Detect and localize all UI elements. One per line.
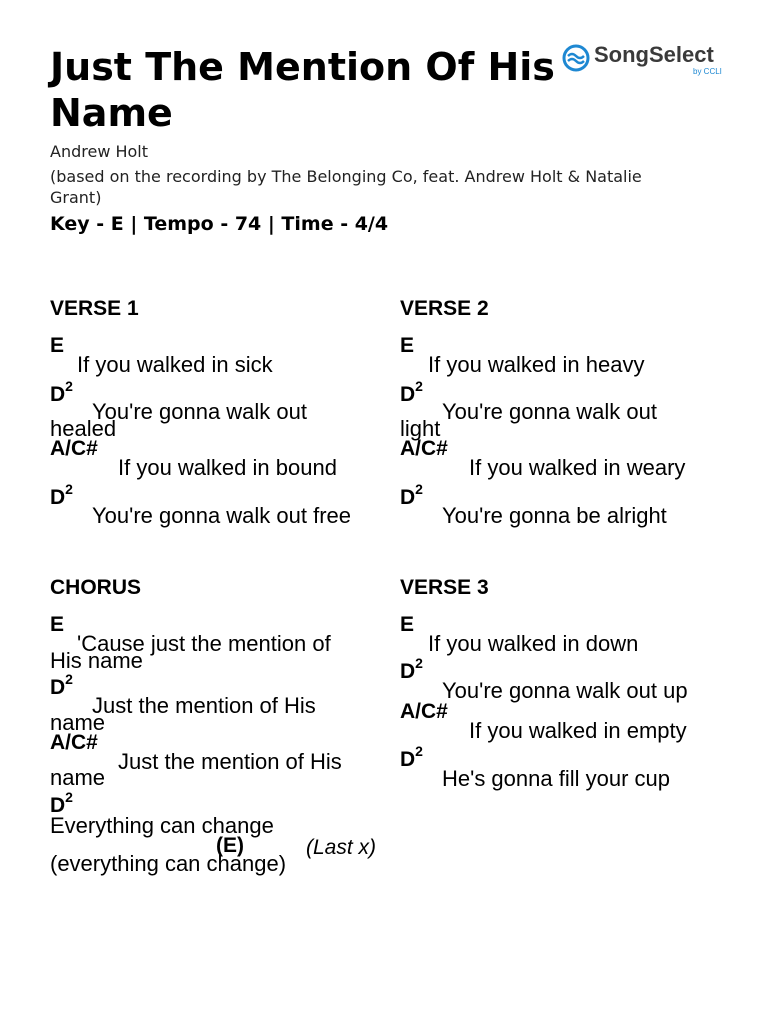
lyric-line: You're gonna walk out up [442,678,688,703]
lyric-line: If you walked in weary [469,455,686,480]
recording-note-line2: Grant) [50,188,102,207]
lyric-line: (everything can change) [50,851,287,876]
chord: $D^2$ [50,378,73,406]
chord: $D^2$ [400,743,423,771]
lyric-line: If you walked in bound [118,455,337,480]
chord: A/C# [400,437,448,460]
logo-name: SongSelect [594,42,714,67]
chord: $D^2$ [400,655,423,683]
key-tempo-time: Key - E | Tempo - 74 | Time - 4/4 [50,213,389,235]
lyric-line-wrap: name [50,710,106,735]
lyric-line: 'Cause just the mention of [77,631,331,656]
lyric-line: You're gonna walk out [442,399,657,424]
lyric-line: You're gonna walk out [92,399,307,424]
lyric-line: If you walked in sick [77,352,273,377]
chord: A/C# [50,437,98,460]
lyric-line: You're gonna be alright [442,503,667,528]
song-author: Andrew Holt [50,142,149,161]
songselect-logo-icon [562,44,590,72]
chord: $D^2$ [400,378,423,406]
chord: A/C# [400,700,448,723]
song-title: Just The Mention Of His Name [50,45,555,135]
chord: $D^2$ [50,789,73,817]
chord: (E) [216,834,244,857]
lyric-line: Everything can change [50,813,274,838]
chord: E [400,613,415,636]
chord: $D^2$ [50,481,73,509]
chord: E [50,613,65,636]
lyric-line: If you walked in heavy [428,352,645,377]
lyric-line: If you walked in down [428,631,639,656]
chord: E [400,334,415,357]
last-time-note: (Last x) [306,836,377,859]
lyric-line-wrap: name [50,765,106,790]
lyric-line-wrap: His name [50,648,143,673]
lyric-line: Just the mention of His [118,749,342,774]
lyric-line: He's gonna fill your cup [442,766,670,791]
section-heading-chorus: CHORUS [50,576,142,599]
section-heading-verse-2: VERSE 2 [400,297,489,320]
lyric-line: Just the mention of His [92,693,316,718]
chord: A/C# [50,731,98,754]
section-heading-verse-3: VERSE 3 [400,576,489,599]
lyric-line-wrap: light [400,416,441,441]
lyric-line: If you walked in empty [469,718,687,743]
lyric-line: You're gonna walk out free [92,503,352,528]
section-heading-verse-1: VERSE 1 [50,297,139,320]
chord: $D^2$ [50,671,73,699]
chord: $D^2$ [400,481,423,509]
chord: E [50,334,65,357]
lyric-line-wrap: healed [50,416,117,441]
logo-sub: by CCLI [693,67,722,76]
recording-note-line1: (based on the recording by The Belonging Co, feat. Andrew Holt & Natalie [50,167,642,186]
